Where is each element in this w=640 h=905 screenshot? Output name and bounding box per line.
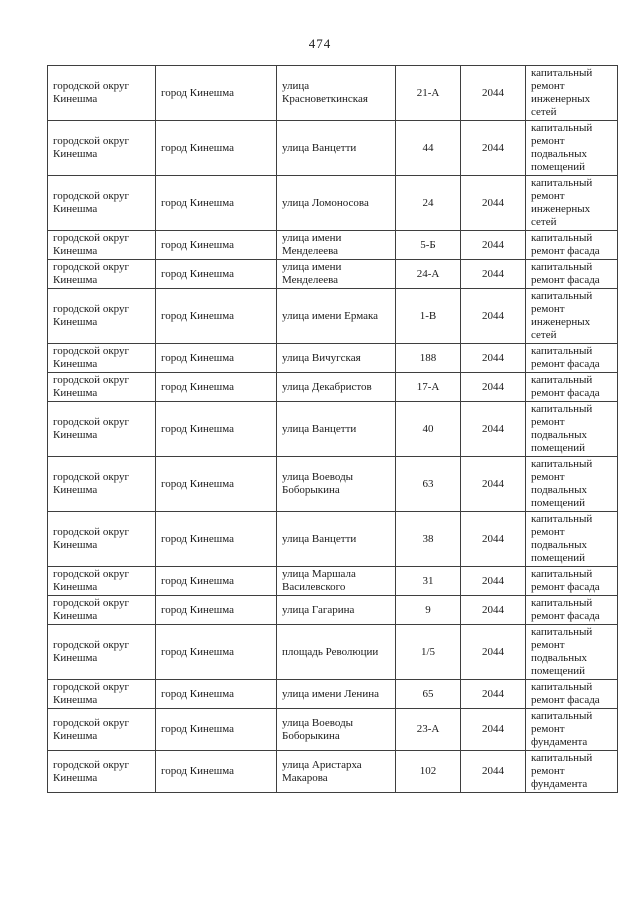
table-row	[48, 625, 618, 680]
table-row	[48, 680, 618, 709]
cell-district: городской округ Кинешма	[48, 176, 156, 231]
cell-city: город Кинешма	[156, 121, 277, 176]
cell-work: капитальный ремонт фасада	[526, 344, 618, 373]
cell-city: город Кинешма	[156, 751, 277, 793]
cell-city: город Кинешма	[156, 176, 277, 231]
table-row	[48, 373, 618, 402]
cell-city: город Кинешма	[156, 260, 277, 289]
cell-street: улица Ванцетти	[277, 121, 396, 176]
table-row	[48, 176, 618, 231]
cell-work: капитальный ремонт инженерных сетей	[526, 289, 618, 344]
cell-work: капитальный ремонт фундамента	[526, 709, 618, 751]
cell-city: город Кинешма	[156, 680, 277, 709]
cell-district: городской округ Кинешма	[48, 567, 156, 596]
cell-street: улица Ванцетти	[277, 512, 396, 567]
cell-work: капитальный ремонт подвальных помещений	[526, 121, 618, 176]
page-number: 474	[308, 36, 332, 51]
cell-year: 2044	[461, 402, 526, 457]
table-row	[48, 596, 618, 625]
cell-district: городской округ Кинешма	[48, 709, 156, 751]
cell-district: городской округ Кинешма	[48, 260, 156, 289]
table-row	[48, 457, 618, 512]
cell-street: площадь Революции	[277, 625, 396, 680]
cell-city: город Кинешма	[156, 289, 277, 344]
table-row	[48, 66, 618, 121]
cell-work: капитальный ремонт подвальных помещений	[526, 457, 618, 512]
cell-house: 1/5	[396, 625, 461, 680]
table-row	[48, 260, 618, 289]
cell-year: 2044	[461, 567, 526, 596]
cell-city: город Кинешма	[156, 66, 277, 121]
cell-district: городской округ Кинешма	[48, 402, 156, 457]
table-row	[48, 402, 618, 457]
cell-district: городской округ Кинешма	[48, 512, 156, 567]
cell-street: улица имени Менделеева	[277, 260, 396, 289]
cell-city: город Кинешма	[156, 709, 277, 751]
cell-city: город Кинешма	[156, 596, 277, 625]
cell-street: улица Воеводы Боборыкина	[277, 457, 396, 512]
cell-work: капитальный ремонт подвальных помещений	[526, 625, 618, 680]
cell-house: 102	[396, 751, 461, 793]
cell-year: 2044	[461, 176, 526, 231]
cell-year: 2044	[461, 751, 526, 793]
cell-year: 2044	[461, 121, 526, 176]
cell-street: улица Гагарина	[277, 596, 396, 625]
cell-work: капитальный ремонт инженерных сетей	[526, 176, 618, 231]
cell-city: город Кинешма	[156, 231, 277, 260]
cell-district: городской округ Кинешма	[48, 66, 156, 121]
cell-work: капитальный ремонт фасада	[526, 596, 618, 625]
cell-city: город Кинешма	[156, 373, 277, 402]
cell-street: улица Ванцетти	[277, 402, 396, 457]
cell-house: 17-А	[396, 373, 461, 402]
cell-work: капитальный ремонт фасада	[526, 260, 618, 289]
cell-city: город Кинешма	[156, 625, 277, 680]
cell-street: улица Воеводы Боборыкина	[277, 709, 396, 751]
table-row	[48, 567, 618, 596]
cell-district: городской округ Кинешма	[48, 596, 156, 625]
cell-year: 2044	[461, 709, 526, 751]
cell-district: городской округ Кинешма	[48, 457, 156, 512]
cell-house: 23-А	[396, 709, 461, 751]
cell-year: 2044	[461, 344, 526, 373]
cell-district: городской округ Кинешма	[48, 680, 156, 709]
table-row	[48, 289, 618, 344]
cell-year: 2044	[461, 66, 526, 121]
table-row	[48, 344, 618, 373]
cell-house: 40	[396, 402, 461, 457]
cell-house: 9	[396, 596, 461, 625]
table-row	[48, 751, 618, 793]
cell-street: улица имени Менделеева	[277, 231, 396, 260]
cell-house: 31	[396, 567, 461, 596]
cell-work: капитальный ремонт инженерных сетей	[526, 66, 618, 121]
cell-district: городской округ Кинешма	[48, 751, 156, 793]
cell-year: 2044	[461, 457, 526, 512]
cell-year: 2044	[461, 231, 526, 260]
cell-work: капитальный ремонт фасада	[526, 373, 618, 402]
cell-year: 2044	[461, 680, 526, 709]
cell-house: 44	[396, 121, 461, 176]
cell-year: 2044	[461, 596, 526, 625]
cell-city: город Кинешма	[156, 402, 277, 457]
table-row	[48, 121, 618, 176]
cell-work: капитальный ремонт фасада	[526, 231, 618, 260]
cell-city: город Кинешма	[156, 512, 277, 567]
cell-city: город Кинешма	[156, 567, 277, 596]
cell-district: городской округ Кинешма	[48, 231, 156, 260]
cell-year: 2044	[461, 512, 526, 567]
cell-work: капитальный ремонт фасада	[526, 567, 618, 596]
cell-street: улица Маршала Василевского	[277, 567, 396, 596]
cell-city: город Кинешма	[156, 344, 277, 373]
cell-house: 1-В	[396, 289, 461, 344]
cell-work: капитальный ремонт подвальных помещений	[526, 512, 618, 567]
cell-house: 24-А	[396, 260, 461, 289]
cell-street: улица Вичугская	[277, 344, 396, 373]
cell-street: улица Аристарха Макарова	[277, 751, 396, 793]
cell-house: 5-Б	[396, 231, 461, 260]
cell-year: 2044	[461, 373, 526, 402]
repair-table	[47, 65, 618, 793]
cell-district: городской округ Кинешма	[48, 121, 156, 176]
cell-work: капитальный ремонт фасада	[526, 680, 618, 709]
table-row	[48, 709, 618, 751]
cell-district: городской округ Кинешма	[48, 373, 156, 402]
cell-street: улица Ломоносова	[277, 176, 396, 231]
cell-street: улица имени Ленина	[277, 680, 396, 709]
cell-district: городской округ Кинешма	[48, 289, 156, 344]
cell-house: 65	[396, 680, 461, 709]
cell-year: 2044	[461, 289, 526, 344]
cell-house: 63	[396, 457, 461, 512]
cell-street: улица Декабристов	[277, 373, 396, 402]
cell-house: 38	[396, 512, 461, 567]
cell-district: городской округ Кинешма	[48, 625, 156, 680]
table-row	[48, 512, 618, 567]
cell-house: 24	[396, 176, 461, 231]
cell-street: улица имени Ермака	[277, 289, 396, 344]
cell-year: 2044	[461, 625, 526, 680]
cell-city: город Кинешма	[156, 457, 277, 512]
cell-district: городской округ Кинешма	[48, 344, 156, 373]
cell-house: 21-А	[396, 66, 461, 121]
cell-work: капитальный ремонт фундамента	[526, 751, 618, 793]
cell-street: улица Красноветкинская	[277, 66, 396, 121]
cell-work: капитальный ремонт подвальных помещений	[526, 402, 618, 457]
table-row	[48, 231, 618, 260]
cell-year: 2044	[461, 260, 526, 289]
table-body	[48, 66, 618, 793]
cell-house: 188	[396, 344, 461, 373]
